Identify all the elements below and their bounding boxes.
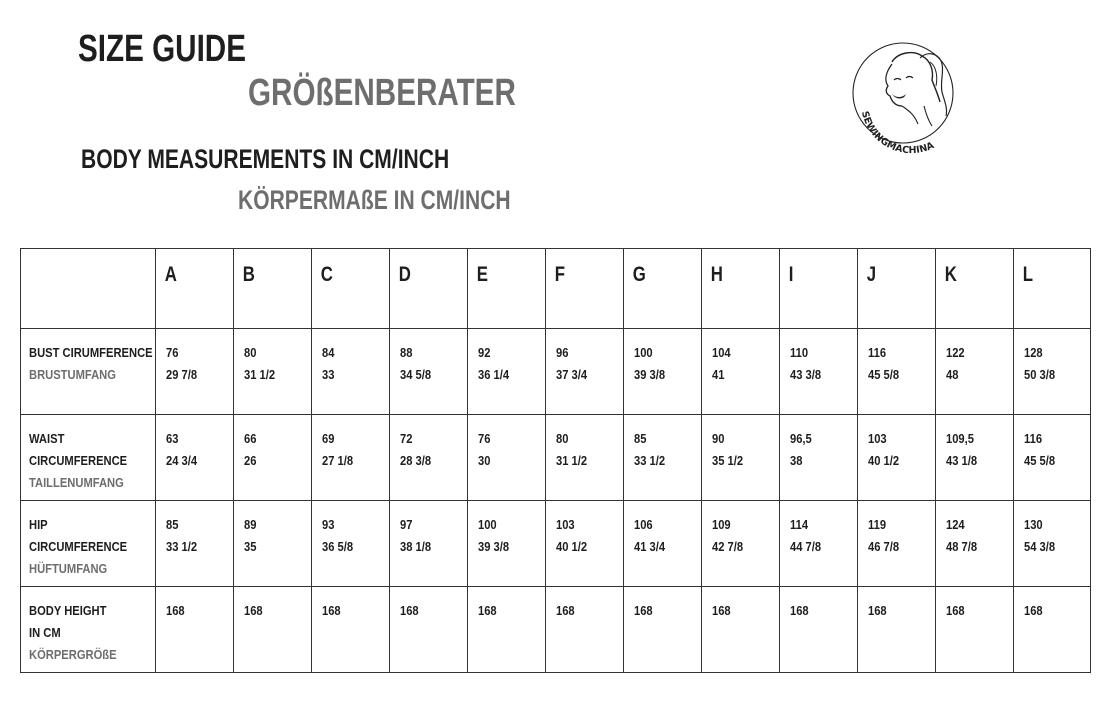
- section-subtitle: BODY MEASUREMENTS IN CM/INCH: [81, 144, 450, 174]
- measurement-cell: [624, 587, 702, 673]
- row-label-german: TAILLENUMFANG: [29, 475, 124, 490]
- value-cm: 92: [478, 345, 491, 360]
- measurement-cell: [390, 501, 468, 587]
- value-cm: 76: [478, 431, 491, 446]
- value-cm: 69: [322, 431, 335, 446]
- value-inch: 43 1/8: [946, 453, 978, 468]
- value-inch: 41: [712, 367, 725, 382]
- measurement-cell: [858, 415, 936, 501]
- measurement-cell: [936, 329, 1014, 415]
- size-label: A: [164, 263, 177, 286]
- value-cm: 104: [712, 345, 731, 360]
- table-row: [21, 501, 1091, 587]
- measurement-cell: [1014, 415, 1091, 501]
- measurement-cell: [858, 329, 936, 415]
- table-row: [21, 329, 1091, 415]
- value-cm: 93: [322, 517, 335, 532]
- measurement-cell: [390, 329, 468, 415]
- size-label: G: [632, 263, 646, 286]
- value-cm: 168: [322, 603, 341, 618]
- value-inch: 30: [478, 453, 491, 468]
- measurement-cell: [858, 501, 936, 587]
- value-cm: 80: [556, 431, 569, 446]
- value-cm: 66: [244, 431, 257, 446]
- svg-text:SEWINGMACHINA: [859, 110, 936, 154]
- value-cm: 89: [244, 517, 257, 532]
- size-header-cell: [312, 249, 390, 329]
- value-inch: 34 5/8: [400, 367, 432, 382]
- value-cm: 168: [400, 603, 419, 618]
- value-inch: 44 7/8: [790, 539, 822, 554]
- value-cm: 63: [166, 431, 179, 446]
- measurement-cell: [1014, 329, 1091, 415]
- value-cm: 84: [322, 345, 335, 360]
- size-header-cell: [390, 249, 468, 329]
- measurement-cell: [468, 501, 546, 587]
- size-header-cell: [624, 249, 702, 329]
- measurement-cell: [546, 501, 624, 587]
- measurement-cell: [936, 415, 1014, 501]
- value-cm: 116: [868, 345, 887, 360]
- size-header-cell: [1014, 249, 1091, 329]
- size-header-cell: [546, 249, 624, 329]
- measurement-cell: [234, 329, 312, 415]
- value-cm: 85: [166, 517, 179, 532]
- measurement-cell: [624, 329, 702, 415]
- value-cm: 97: [400, 517, 413, 532]
- value-cm: 88: [400, 345, 413, 360]
- size-label: C: [320, 263, 333, 286]
- size-label: J: [866, 263, 877, 286]
- value-inch: 43 3/8: [790, 367, 822, 382]
- value-cm: 168: [712, 603, 731, 618]
- measurement-cell: [702, 415, 780, 501]
- value-cm: 119: [868, 517, 887, 532]
- value-inch: 42 7/8: [712, 539, 744, 554]
- measurement-cell: [702, 329, 780, 415]
- row-label-cell: [21, 329, 156, 415]
- measurement-cell: [936, 501, 1014, 587]
- size-label: K: [944, 263, 957, 286]
- value-inch: 31 1/2: [244, 367, 276, 382]
- value-cm: 168: [1024, 603, 1043, 618]
- size-label: L: [1022, 263, 1034, 286]
- size-header-cell: [858, 249, 936, 329]
- value-inch: 29 7/8: [166, 367, 198, 382]
- size-header-cell: [702, 249, 780, 329]
- value-inch: 50 3/8: [1024, 367, 1056, 382]
- value-cm: 168: [244, 603, 263, 618]
- value-cm: 168: [868, 603, 887, 618]
- measurement-cell: [780, 501, 858, 587]
- size-header-cell: [468, 249, 546, 329]
- value-inch: 48 7/8: [946, 539, 978, 554]
- value-cm: 103: [556, 517, 575, 532]
- value-cm: 168: [634, 603, 653, 618]
- woman-portrait-logo: [848, 36, 958, 154]
- value-cm: 168: [946, 603, 965, 618]
- row-label-english: CIRCUMFERENCE: [29, 453, 128, 468]
- value-cm: 168: [166, 603, 185, 618]
- measurement-cell: [156, 587, 234, 673]
- measurement-cell: [468, 415, 546, 501]
- value-inch: 45 5/8: [868, 367, 900, 382]
- value-cm: 109: [712, 517, 731, 532]
- row-label-cell: [21, 587, 156, 673]
- measurement-cell: [234, 415, 312, 501]
- table-row: [21, 415, 1091, 501]
- measurement-cell: [858, 587, 936, 673]
- measurement-cell: [780, 415, 858, 501]
- size-label: D: [398, 263, 411, 286]
- value-cm: 109,5: [946, 431, 974, 446]
- size-label: F: [554, 263, 566, 286]
- measurement-cell: [312, 329, 390, 415]
- measurement-cell: [1014, 587, 1091, 673]
- measurement-cell: [1014, 501, 1091, 587]
- measurement-cell: [702, 501, 780, 587]
- row-label-english: IN CM: [29, 625, 61, 640]
- value-cm: 90: [712, 431, 725, 446]
- value-inch: 39 3/8: [634, 367, 666, 382]
- measurement-cell: [234, 501, 312, 587]
- measurement-cell: [156, 415, 234, 501]
- value-cm: 85: [634, 431, 647, 446]
- row-label-english: CIRCUMFERENCE: [29, 539, 128, 554]
- measurement-cell: [546, 415, 624, 501]
- measurement-cell: [156, 329, 234, 415]
- size-header-cell: [780, 249, 858, 329]
- value-inch: 45 5/8: [1024, 453, 1056, 468]
- size-label: H: [710, 263, 723, 286]
- value-cm: 76: [166, 345, 179, 360]
- value-inch: 31 1/2: [556, 453, 588, 468]
- value-inch: 26: [244, 453, 257, 468]
- value-cm: 128: [1024, 345, 1043, 360]
- size-label: B: [242, 263, 255, 286]
- page-title: SIZE GUIDE: [78, 28, 246, 70]
- value-inch: 33 1/2: [634, 453, 666, 468]
- row-label-english: WAIST: [29, 431, 65, 446]
- value-cm: 80: [244, 345, 257, 360]
- measurement-cell: [234, 587, 312, 673]
- value-inch: 38: [790, 453, 803, 468]
- value-inch: 24 3/4: [166, 453, 198, 468]
- value-cm: 124: [946, 517, 965, 532]
- value-inch: 36 1/4: [478, 367, 510, 382]
- measurement-cell: [390, 415, 468, 501]
- size-header-cell: [936, 249, 1014, 329]
- row-label-german: KÖRPERGRÖßE: [29, 647, 117, 662]
- table-row: [21, 587, 1091, 673]
- measurement-cell: [624, 501, 702, 587]
- measurement-cell: [312, 587, 390, 673]
- row-label-english: HIP: [29, 517, 48, 532]
- logo-text: SEWINGMACHINA: [858, 110, 936, 154]
- value-cm: 168: [478, 603, 497, 618]
- value-inch: 46 7/8: [868, 539, 900, 554]
- value-inch: 33 1/2: [166, 539, 198, 554]
- size-label: I: [788, 263, 794, 286]
- measurement-cell: [546, 587, 624, 673]
- value-inch: 33: [322, 367, 335, 382]
- value-cm: 168: [556, 603, 575, 618]
- row-label-english: BODY HEIGHT: [29, 603, 107, 618]
- measurement-cell: [312, 501, 390, 587]
- measurement-cell: [546, 329, 624, 415]
- measurement-cell: [702, 587, 780, 673]
- row-label-german: HÜFTUMFANG: [29, 561, 108, 576]
- row-label-german: BRUSTUMFANG: [29, 367, 116, 382]
- value-inch: 48: [946, 367, 959, 382]
- value-inch: 40 1/2: [556, 539, 588, 554]
- value-cm: 114: [790, 517, 809, 532]
- value-inch: 35 1/2: [712, 453, 744, 468]
- size-header-cell: [156, 249, 234, 329]
- value-inch: 37 3/4: [556, 367, 588, 382]
- value-inch: 28 3/8: [400, 453, 432, 468]
- measurement-cell: [780, 329, 858, 415]
- row-label-cell: [21, 415, 156, 501]
- row-label-english: BUST CIRUMFERENCE: [29, 345, 153, 360]
- value-cm: 122: [946, 345, 965, 360]
- size-header-row: [21, 249, 1091, 329]
- value-cm: 100: [634, 345, 653, 360]
- value-inch: 41 3/4: [634, 539, 666, 554]
- measurement-cell: [468, 587, 546, 673]
- value-inch: 38 1/8: [400, 539, 432, 554]
- value-inch: 40 1/2: [868, 453, 900, 468]
- value-cm: 168: [790, 603, 809, 618]
- size-table: [20, 248, 1091, 673]
- measurement-cell: [468, 329, 546, 415]
- value-cm: 72: [400, 431, 413, 446]
- page-title-german: GRÖßENBERATER: [248, 72, 516, 114]
- measurement-cell: [312, 415, 390, 501]
- value-inch: 39 3/8: [478, 539, 510, 554]
- value-cm: 116: [1024, 431, 1043, 446]
- corner-cell: [21, 249, 156, 329]
- value-cm: 96,5: [790, 431, 812, 446]
- measurement-cell: [780, 587, 858, 673]
- measurement-cell: [156, 501, 234, 587]
- section-subtitle-german: KÖRPERMAßE IN CM/INCH: [238, 185, 511, 215]
- value-cm: 103: [868, 431, 887, 446]
- value-cm: 130: [1024, 517, 1043, 532]
- value-inch: 36 5/8: [322, 539, 354, 554]
- value-inch: 27 1/8: [322, 453, 354, 468]
- size-label: E: [476, 263, 489, 286]
- value-inch: 54 3/8: [1024, 539, 1056, 554]
- value-inch: 35: [244, 539, 257, 554]
- measurement-cell: [390, 587, 468, 673]
- row-label-cell: [21, 501, 156, 587]
- measurement-cell: [936, 587, 1014, 673]
- value-cm: 96: [556, 345, 569, 360]
- size-header-cell: [234, 249, 312, 329]
- value-cm: 100: [478, 517, 497, 532]
- value-cm: 110: [790, 345, 809, 360]
- value-cm: 106: [634, 517, 653, 532]
- measurement-cell: [624, 415, 702, 501]
